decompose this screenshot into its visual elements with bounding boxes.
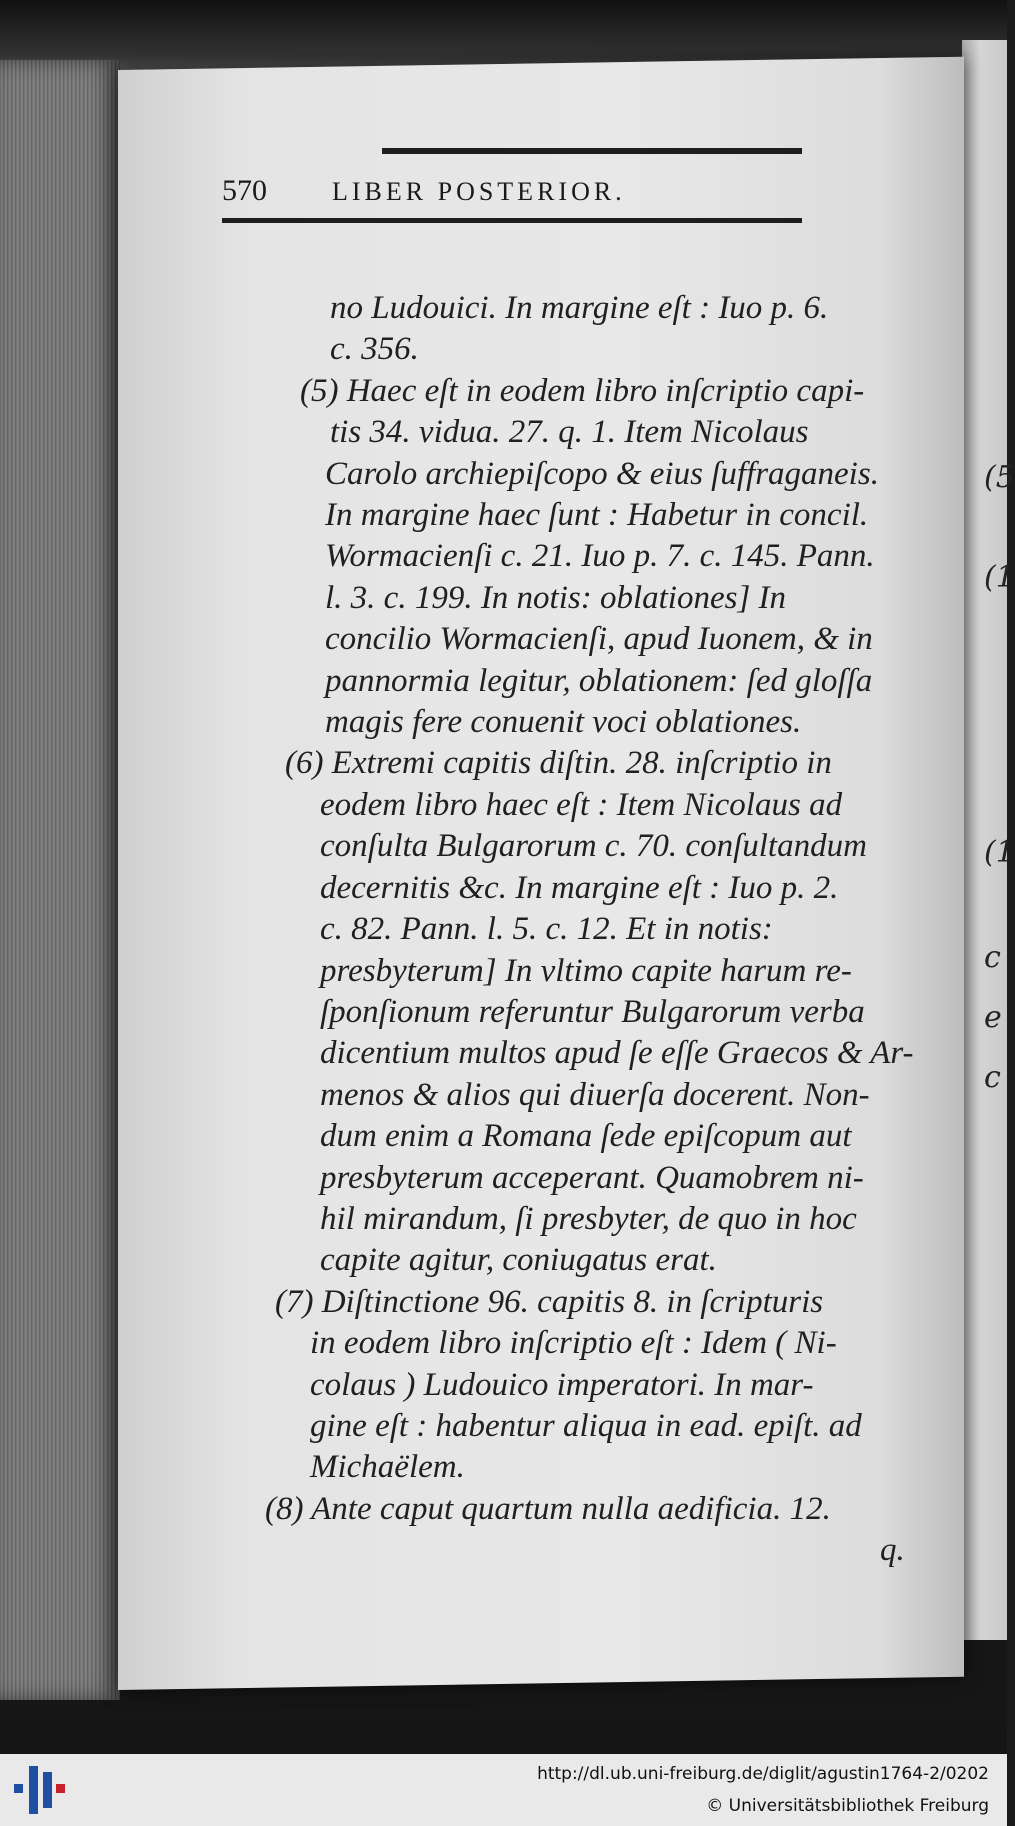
library-logo-icon: [10, 1762, 66, 1818]
text-line: gine eſt : habentur aliqua in ead. epiſt. ad: [310, 1407, 862, 1444]
header-rule-top: [382, 148, 802, 154]
page-header: [222, 148, 802, 223]
text-line: colaus ) Ludouico imperatori. In mar-: [310, 1366, 814, 1403]
text-line: (6) Extremi capitis diſtin. 28. inſcriptio in: [285, 745, 832, 782]
text-line: dum enim a Romana ſede epiſcopum aut: [320, 1118, 852, 1155]
text-line: conſulta Bulgarorum c. 70. conſultandum: [320, 828, 867, 865]
facing-fragment: (1: [984, 835, 1015, 870]
facing-fragment: c: [984, 940, 1001, 975]
book-page-edges: [0, 60, 120, 1700]
text-line: no Ludouici. In margine eſt : Iuo p. 6.: [330, 290, 829, 326]
text-line: q.: [880, 1532, 905, 1569]
text-line: Wormacienſi c. 21. Iuo p. 7. c. 145. Pann.: [325, 538, 875, 575]
page-body-text: [215, 288, 914, 1572]
text-line: Carolo archiepiſcopo & eius ſuffraganeis.: [325, 455, 879, 492]
copyright-notice: © Universitätsbibliothek Freiburg: [706, 1796, 989, 1816]
text-line: presbyterum] In vltimo capite harum re-: [320, 952, 852, 989]
text-line: capite agitur, coniugatus erat.: [320, 1242, 717, 1279]
facing-page: [962, 40, 1015, 1640]
header-rule-bottom: [222, 218, 802, 223]
text-line: decernitis &c. In margine eſt : Iuo p. 2.: [320, 869, 839, 906]
text-line: magis fere conuenit voci oblationes.: [325, 704, 802, 741]
permalink-url[interactable]: http://dl.ub.uni-freiburg.de/diglit/agustin1764-2/0202: [537, 1764, 989, 1784]
text-line: presbyterum acceperant. Quamobrem ni-: [320, 1159, 864, 1196]
text-line: in eodem libro inſcriptio eſt : Idem ( Ni-: [310, 1325, 837, 1362]
text-line: In margine haec ſunt : Habetur in concil.: [325, 497, 869, 534]
text-line: dicentium multos apud ſe eſſe Graecos & Ar-: [320, 1035, 914, 1072]
text-line: Michaëlem.: [310, 1449, 465, 1486]
text-line: ſponſionum referuntur Bulgarorum verba: [320, 993, 865, 1030]
text-line: c. 356.: [330, 331, 419, 368]
page-number: 570: [222, 174, 267, 207]
text-line: hil mirandum, ſi presbyter, de quo in hoc: [320, 1200, 857, 1237]
viewer-footer: [0, 1754, 1007, 1826]
text-line: (7) Diſtinctione 96. capitis 8. in ſcripturis: [275, 1283, 824, 1320]
text-line: (5) Haec eſt in eodem libro inſcriptio capi-: [300, 372, 865, 409]
text-line: pannormia legitur, oblationem: ſed gloſſa: [325, 662, 873, 699]
text-line: c. 82. Pann. l. 5. c. 12. Et in notis:: [320, 911, 773, 948]
facing-fragment: c: [984, 1060, 1001, 1095]
text-line: menos & alios qui diuerſa docerent. Non-: [320, 1076, 870, 1113]
text-line: concilio Wormacienſi, apud Iuonem, & in: [325, 621, 873, 658]
running-head: LIBER POSTERIOR.: [332, 177, 626, 206]
text-line: tis 34. vidua. 27. q. 1. Item Nicolaus: [330, 414, 809, 451]
text-line: l. 3. c. 199. In notis: oblationes] In: [325, 579, 787, 616]
text-line: eodem libro haec eſt : Item Nicolaus ad: [320, 786, 843, 823]
facing-fragment: (1: [984, 560, 1015, 595]
facing-fragment: e: [984, 1000, 1002, 1035]
facing-fragment: (5: [984, 460, 1015, 495]
text-line: (8) Ante caput quartum nulla aedificia. 12.: [265, 1490, 831, 1527]
